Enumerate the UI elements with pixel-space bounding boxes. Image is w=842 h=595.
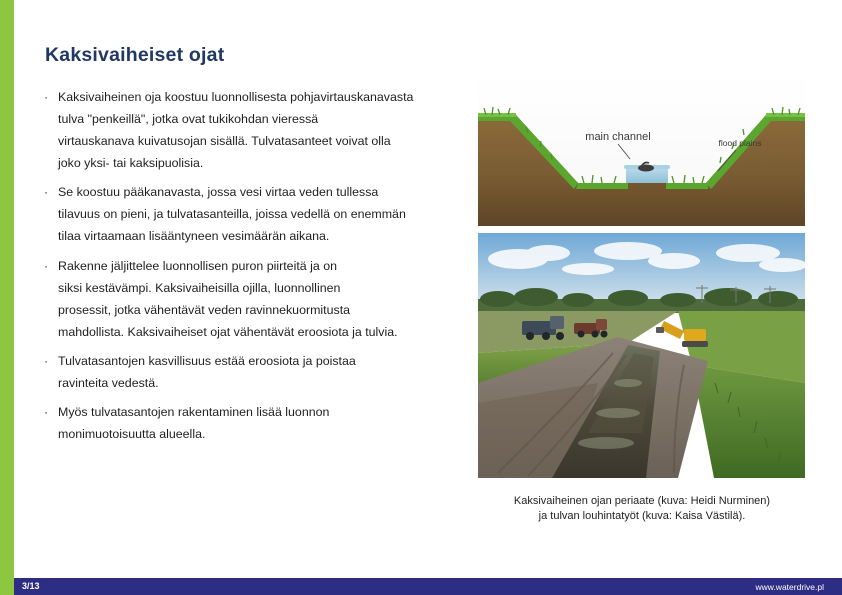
caption-line-1: Kaksivaiheinen ojan periaate (kuva: Heidi Nurminen) — [513, 495, 771, 507]
main-channel-label: main channel — [585, 131, 651, 143]
left-accent-bar — [0, 0, 14, 595]
two-stage-ditch-cross-section-image — [478, 71, 805, 226]
bullet-marker-icon: · — [44, 405, 49, 420]
list-item — [44, 181, 464, 247]
page-title: Kaksivaiheiset ojat — [45, 44, 225, 66]
bullet-marker-icon: · — [44, 90, 49, 104]
list-item — [44, 350, 464, 394]
bullet-line: monimuotoisuutta alueella. — [58, 427, 206, 442]
bullet-line: ravinteita vedestä. — [58, 375, 159, 390]
figure-caption — [470, 494, 814, 524]
bullet-line: Se koostuu pääkanavasta, jossa vesi virtaa veden tullessa — [58, 185, 379, 200]
caption-line-2: ja tulvan louhintatyöt (kuva: Kaisa Västilä). — [538, 509, 746, 522]
bullet-line: mahdollista. Kaksivaiheiset ojat vähentävät eroosiota ja tulvia. — [58, 324, 398, 339]
bullet-line: Kaksivaiheinen oja koostuu luonnollisesta pohjavirtauskanavasta — [58, 90, 414, 104]
list-item — [44, 255, 464, 343]
bullet-line: tilaa virtaamaan lisääntyneen vesimäärän aikana. — [58, 229, 330, 244]
bullet-line: tulva "penkeillä", jotka ovat tukikohdan vieressä — [58, 112, 319, 127]
bullet-marker-icon: · — [44, 353, 49, 368]
list-item — [44, 86, 464, 174]
bullet-line: prosessit, jotka vähentävät veden ravinnekuormitusta — [58, 302, 351, 317]
bullet-line: Myös tulvatasantojen rakentaminen lisää luonnon — [58, 405, 330, 420]
bullet-line: joko yksi- tai kaksipuolisia. — [58, 156, 204, 171]
bullet-line: Tulvatasantojen kasvillisuus estää eroosiota ja poistaa — [58, 353, 356, 368]
footer-accent — [0, 578, 14, 595]
ditch-excavation-photo-image — [478, 233, 805, 478]
list-item — [44, 401, 464, 445]
website-link[interactable]: www.waterdrive.pl — [755, 581, 824, 592]
bullet-line: Rakenne jäljittelee luonnollisen puron piirteitä ja on — [58, 258, 337, 273]
flood-plains-label: flood plains — [718, 138, 762, 148]
slide-footer — [0, 578, 842, 595]
bullet-marker-icon: · — [44, 258, 49, 273]
bullet-line: siksi kestävämpi. Kaksivaiheisilla ojilla, luonnollinen — [58, 280, 341, 295]
bullet-list — [44, 86, 464, 452]
page-number: 3/13 — [22, 581, 40, 591]
bullet-line: virtauskanava kuivatusojan sisällä. Tulvatasanteet voivat olla — [58, 134, 391, 149]
bullet-line: tilavuus on pieni, ja tulvatasanteilla, joissa vedellä on enemmän — [58, 207, 406, 222]
bullet-marker-icon: · — [44, 185, 49, 200]
